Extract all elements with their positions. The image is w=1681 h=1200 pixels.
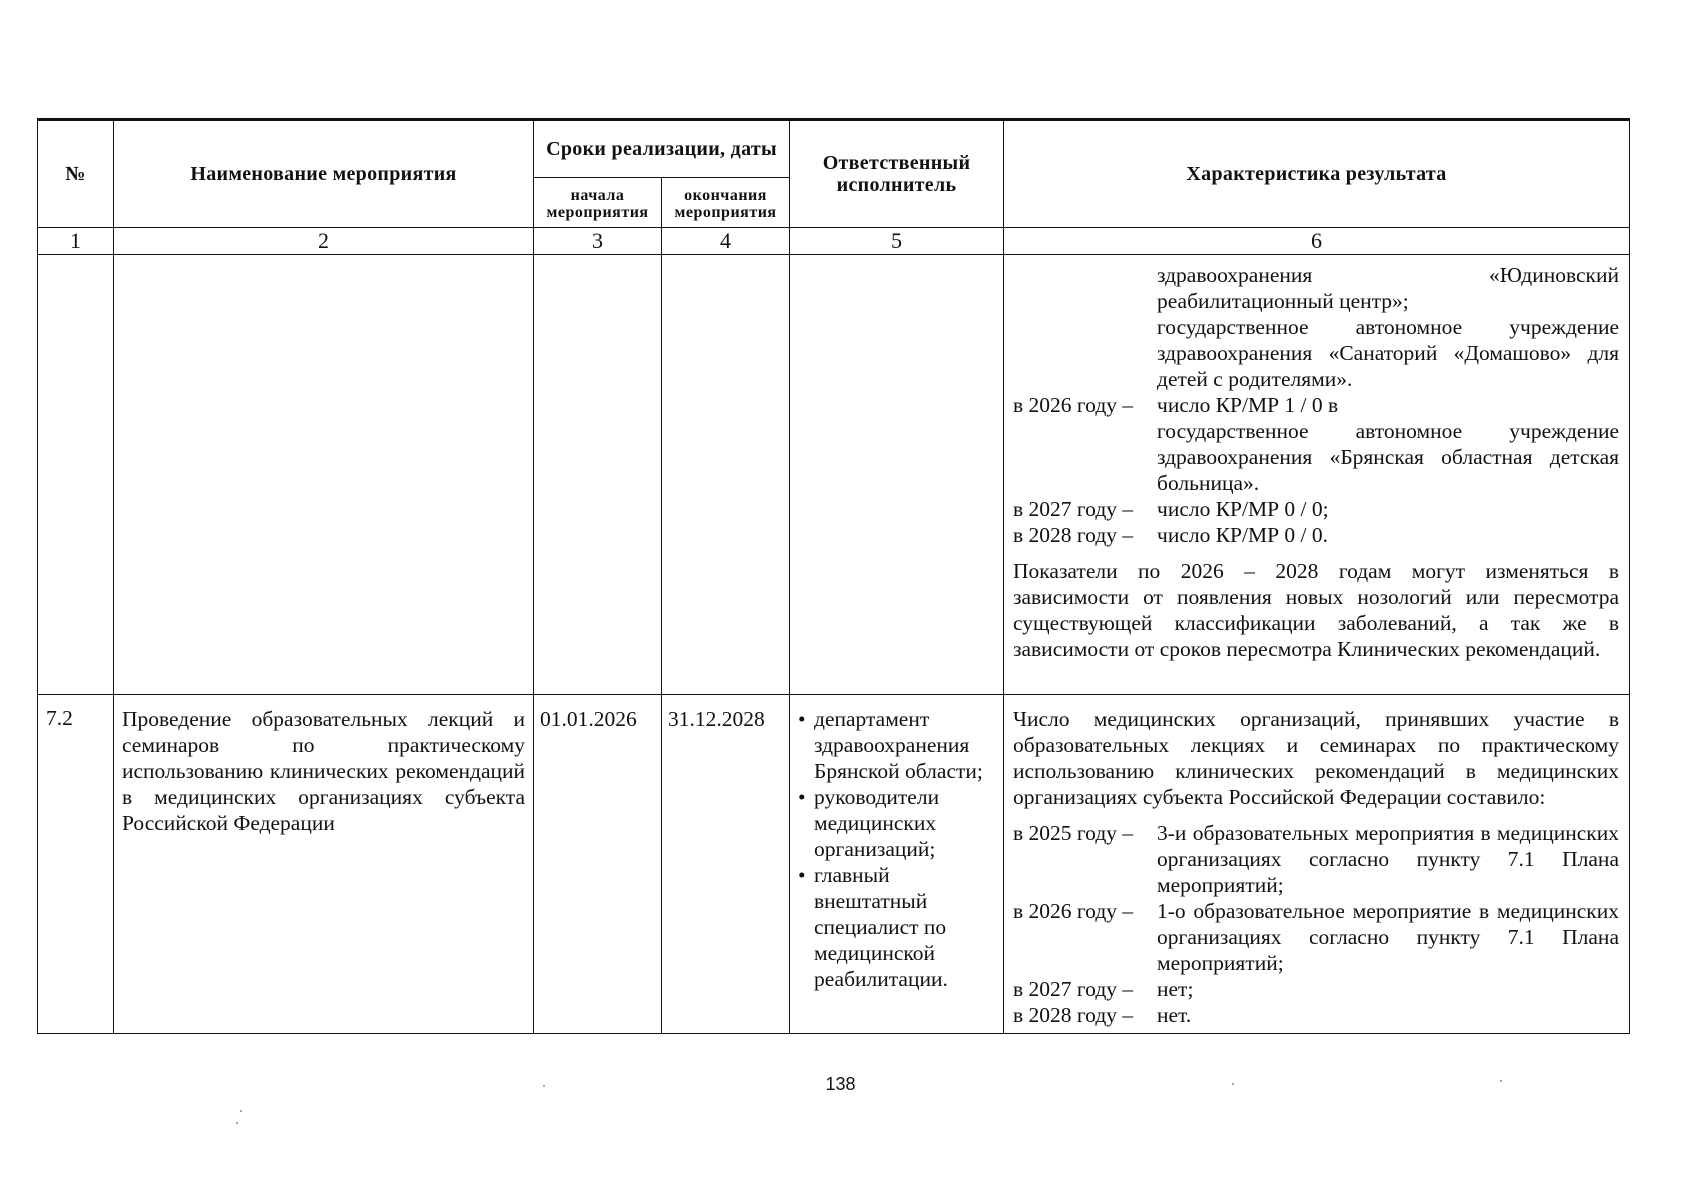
header-event-name: Наименование мероприятия xyxy=(114,120,534,228)
empty-cell xyxy=(38,255,114,695)
table-row-continued xyxy=(38,255,1630,695)
result-cell xyxy=(1004,695,1630,1034)
result-line: в 2026 году – 1-о образовательное мероприятие в медицинских организациях согласно пункту 7.1 Плана мероприятий; xyxy=(1013,899,1619,975)
result-line: в 2027 году – число КР/МР 0 / 0; xyxy=(1013,497,1329,521)
result-line: в 2027 году – нет; xyxy=(1013,977,1194,1001)
year-lead: в 2025 году – xyxy=(1013,821,1134,845)
executor-item: • главный внештатный специалист по медицинской реабилитации. xyxy=(796,862,999,992)
empty-cell xyxy=(662,255,790,695)
header-end-date: окончания мероприятия xyxy=(662,178,790,228)
header-executor: Ответственный исполнитель xyxy=(790,120,1004,228)
header-number: № xyxy=(38,120,114,228)
result-note: Показатели по 2026 – 2028 годам могут изменяться в зависимости от появления новых нозологий или пересмотра существующей классификации заболеваний, а так же в зависимости от сроков пересмотра Клинических рекомендаций. xyxy=(1013,559,1619,661)
executor-cell xyxy=(790,695,1004,1034)
event-name: Проведение образовательных лекций и семинаров по практическому использованию клинических рекомендаций в медицинских организациях субъекта Российской Федерации xyxy=(114,695,534,1034)
column-number: 4 xyxy=(662,228,790,255)
empty-cell xyxy=(114,255,534,695)
row-number: 7.2 xyxy=(38,695,114,1034)
column-number: 1 xyxy=(38,228,114,255)
empty-cell xyxy=(534,255,662,695)
result-line: государственное автономное учреждение здравоохранения «Брянская областная детская больница». xyxy=(1157,419,1619,495)
executor-list xyxy=(796,706,999,992)
year-lead: в 2026 году – xyxy=(1013,393,1134,417)
result-cell-continued xyxy=(1004,255,1630,695)
result-intro: Число медицинских организаций, принявших участие в образовательных лекциях и семинарах по практическому использованию клинических рекомендаций в медицинских организациях субъекта Российской Федерации составило: xyxy=(1013,707,1619,809)
table-row-7-2 xyxy=(38,695,1630,1034)
year-lead: в 2026 году – xyxy=(1013,899,1134,923)
result-line: здравоохранения «Юдиновский реабилитационный центр»; xyxy=(1157,263,1619,313)
column-number-row xyxy=(38,228,1630,255)
result-line: в 2028 году – нет. xyxy=(1013,1003,1192,1027)
executor-item: • департамент здравоохранения Брянской области; xyxy=(796,706,999,784)
plan-table xyxy=(37,118,1630,1034)
empty-cell xyxy=(790,255,1004,695)
column-number: 5 xyxy=(790,228,1004,255)
executor-item: • руководители медицинских организаций; xyxy=(796,784,999,862)
start-date: 01.01.2026 xyxy=(534,695,662,1034)
year-lead: в 2027 году – xyxy=(1013,497,1134,521)
header-start-date: начала мероприятия xyxy=(534,178,662,228)
result-line: в 2026 году – число КР/МР 1 / 0 в xyxy=(1013,393,1339,417)
result-line: в 2028 году – число КР/МР 0 / 0. xyxy=(1013,523,1329,547)
result-line: государственное автономное учреждение здравоохранения «Санаторий «Домашово» для детей с родителями». xyxy=(1157,315,1619,391)
end-date: 31.12.2028 xyxy=(662,695,790,1034)
column-number: 3 xyxy=(534,228,662,255)
year-lead: в 2028 году – xyxy=(1013,1003,1134,1027)
page-number: 138 xyxy=(825,1074,856,1094)
column-number: 2 xyxy=(114,228,534,255)
year-lead: в 2028 году – xyxy=(1013,523,1134,547)
year-lead: в 2027 году – xyxy=(1013,977,1134,1001)
header-terms: Сроки реализации, даты xyxy=(534,120,790,178)
column-number: 6 xyxy=(1004,228,1630,255)
header-result: Характеристика результата xyxy=(1004,120,1630,228)
result-line: в 2025 году – 3-и образовательных мероприятия в медицинских организациях согласно пункту 7.1 Плана мероприятий; xyxy=(1013,821,1619,897)
